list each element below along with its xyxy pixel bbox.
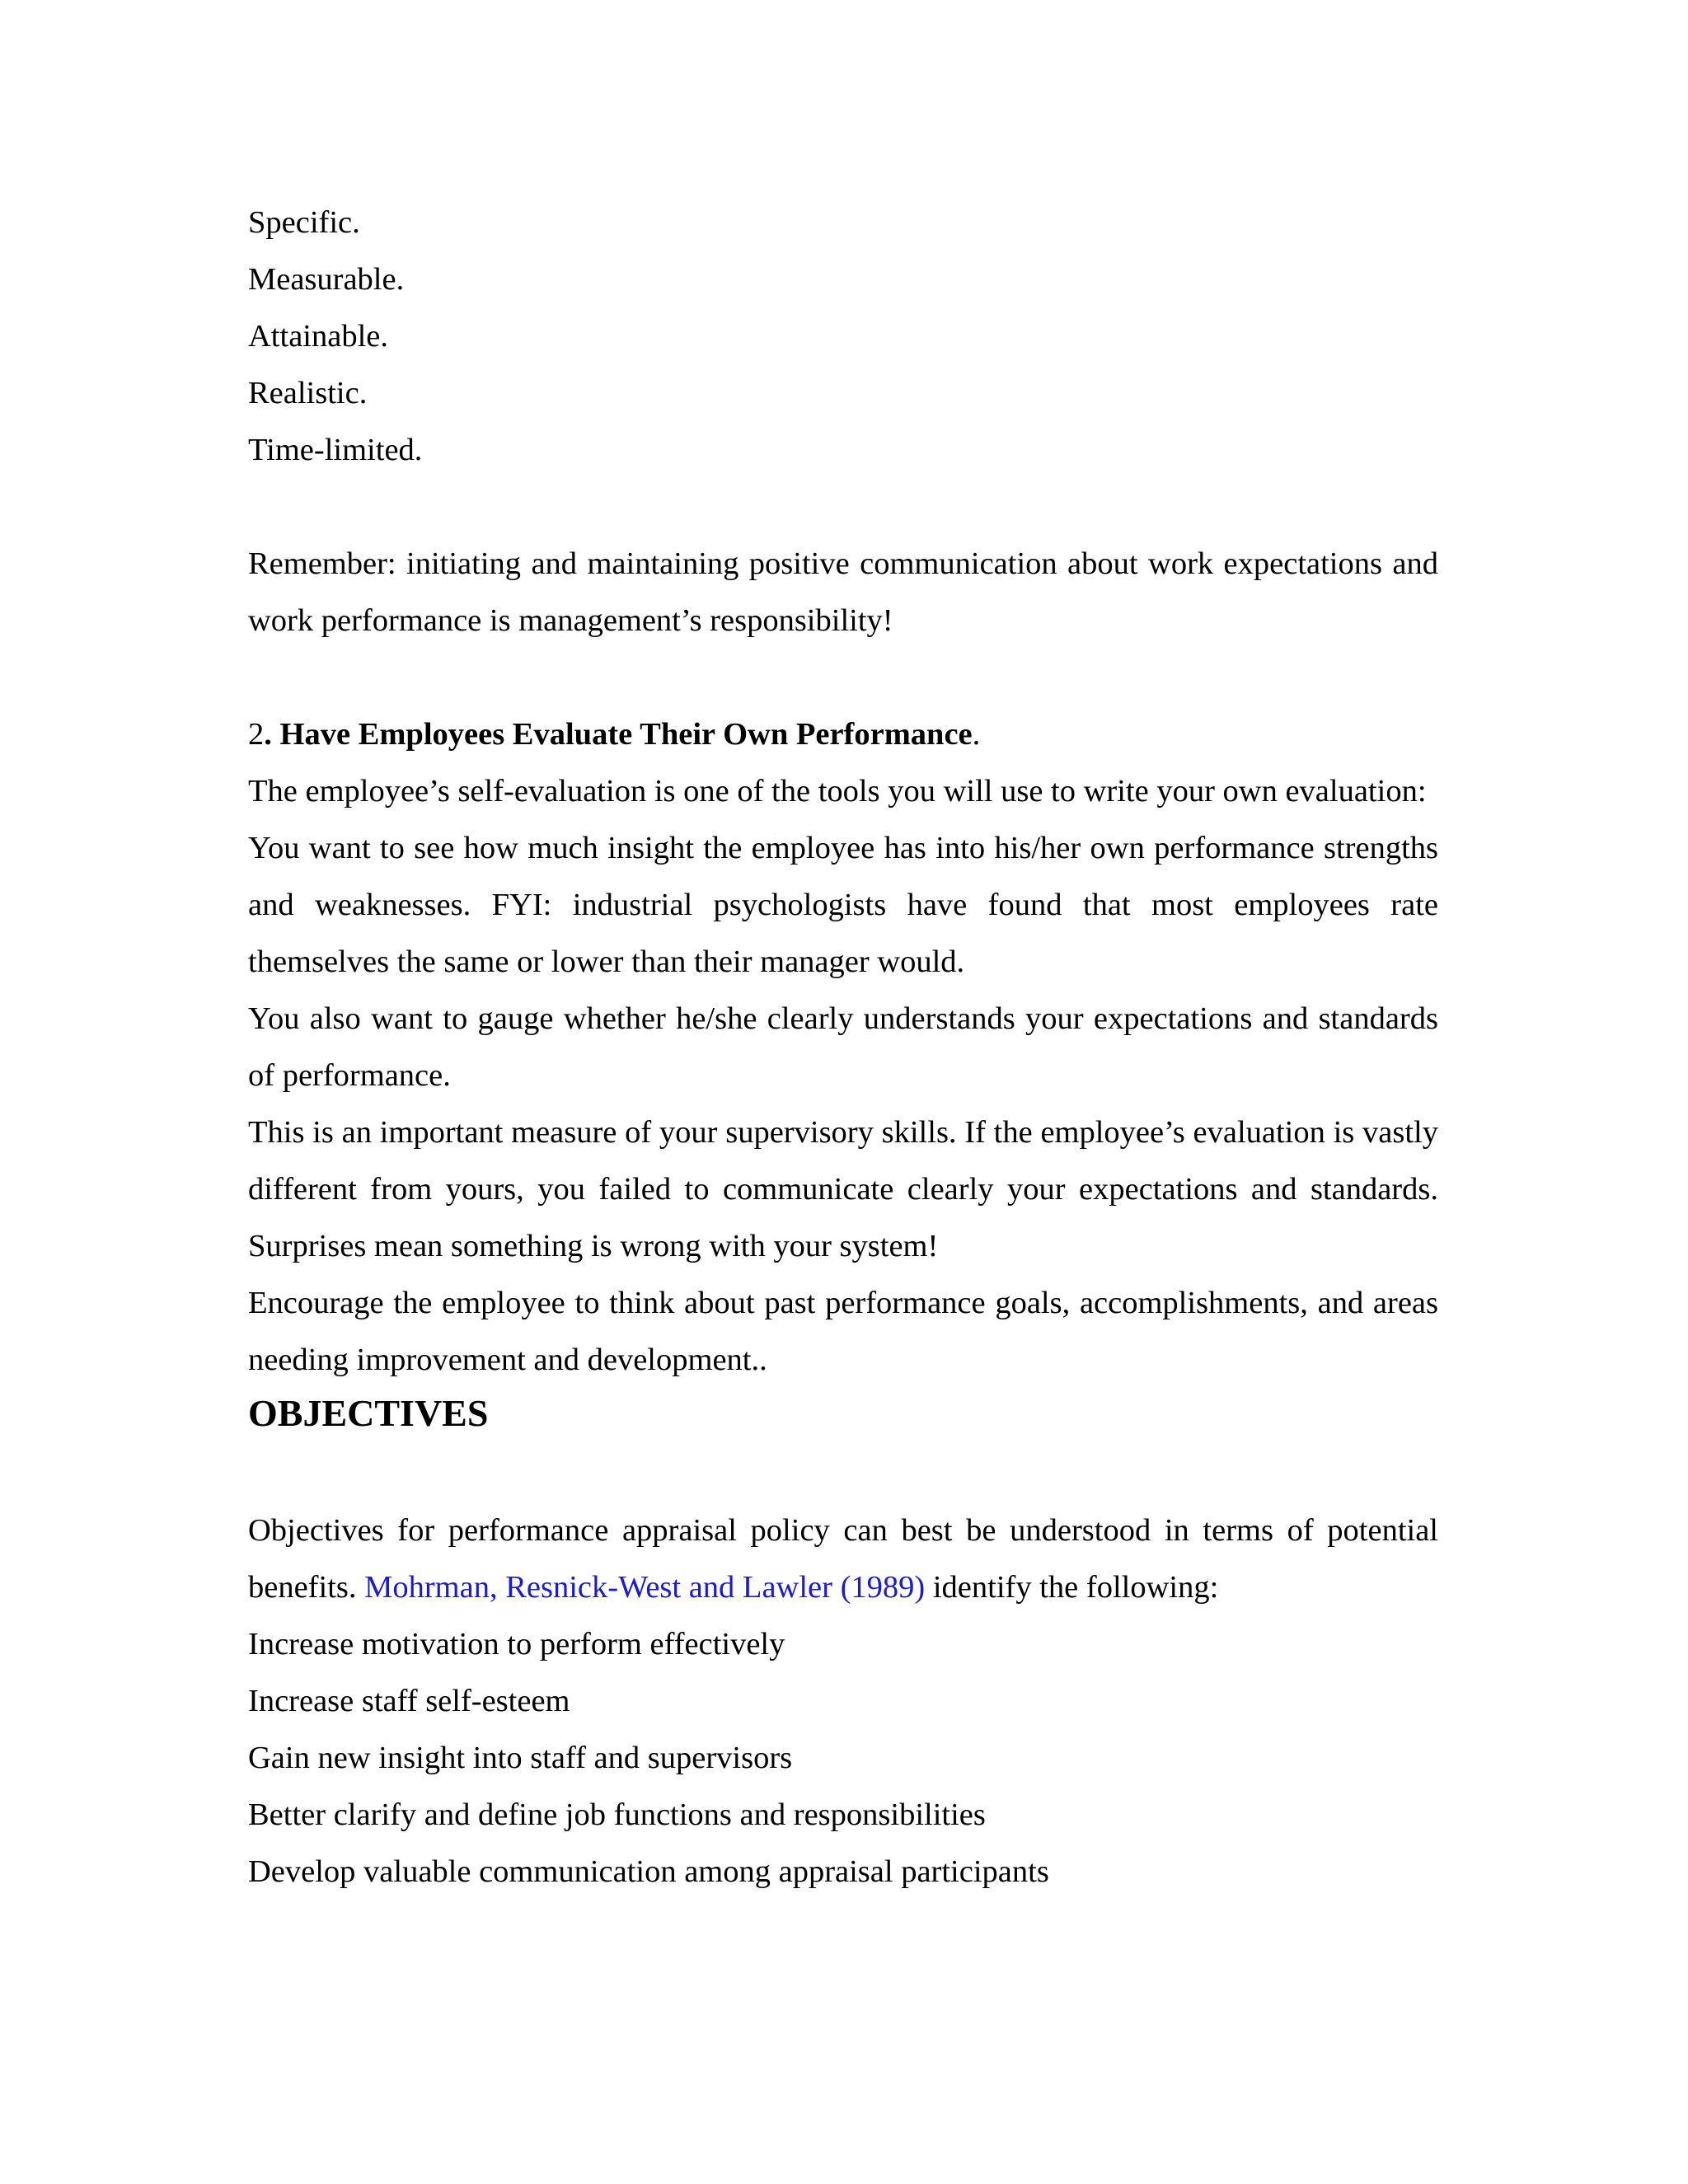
list-item: Increase staff self-esteem	[248, 1684, 570, 1718]
objectives-list	[248, 1616, 1438, 1900]
intro-text-end: identify the following:	[925, 1570, 1219, 1605]
body-paragraph: The employee’s self-evaluation is one of the tools you will use to write your own evaluation:	[248, 774, 1427, 808]
section-title-end: .	[972, 717, 981, 752]
list-item: Realistic.	[248, 376, 368, 410]
section-number: 2	[248, 717, 265, 752]
section-title: . Have Employees Evaluate Their Own Performance	[264, 717, 973, 752]
list-item: Gain new insight into staff and supervisors	[248, 1741, 793, 1775]
list-item: Develop valuable communication among appraisal participants	[248, 1854, 1049, 1889]
spacer	[248, 649, 1438, 706]
list-item: Specific.	[248, 205, 360, 240]
remember-paragraph: Remember: initiating and maintaining positive communication about work expectations and work performance is management’s responsibility!	[248, 546, 1438, 638]
list-item: Measurable.	[248, 262, 405, 297]
body-paragraph: Encourage the employee to think about past performance goals, accomplishments, and areas needing improvement and development..	[248, 1286, 1438, 1377]
body-paragraph: You want to see how much insight the employee has into his/her own performance strengths and weaknesses. FYI: industrial psychologists have found that most employees rate themselves the same or lower than their manager would.	[248, 831, 1438, 979]
spacer	[248, 1456, 1438, 1502]
intro-text: Objectives for performance appraisal policy can best be understood in terms of potential benefits.	[248, 1513, 1438, 1605]
spacer	[248, 479, 1438, 536]
body-paragraph: This is an important measure of your supervisory skills. If the employee’s evaluation is vastly different from yours, you failed to communicate clearly your expectations and standards. Surprises mean something is wrong with your system!	[248, 1115, 1438, 1263]
body-paragraph: You also want to gauge whether he/she clearly understands your expectations and standards of performance.	[248, 1001, 1438, 1093]
citation-link[interactable]: Mohrman, Resnick-West and Lawler (1989)	[364, 1570, 926, 1605]
list-item: Better clarify and define job functions and responsibilities	[248, 1797, 986, 1832]
list-item: Attainable.	[248, 319, 388, 354]
smart-criteria-list	[248, 194, 1438, 479]
list-item: Increase motivation to perform effectively	[248, 1627, 785, 1661]
section-heading	[248, 706, 1438, 763]
objectives-heading: OBJECTIVES	[248, 1392, 489, 1434]
objectives-intro	[248, 1502, 1438, 1616]
page-content	[248, 194, 1438, 1900]
list-item: Time-limited.	[248, 433, 423, 467]
